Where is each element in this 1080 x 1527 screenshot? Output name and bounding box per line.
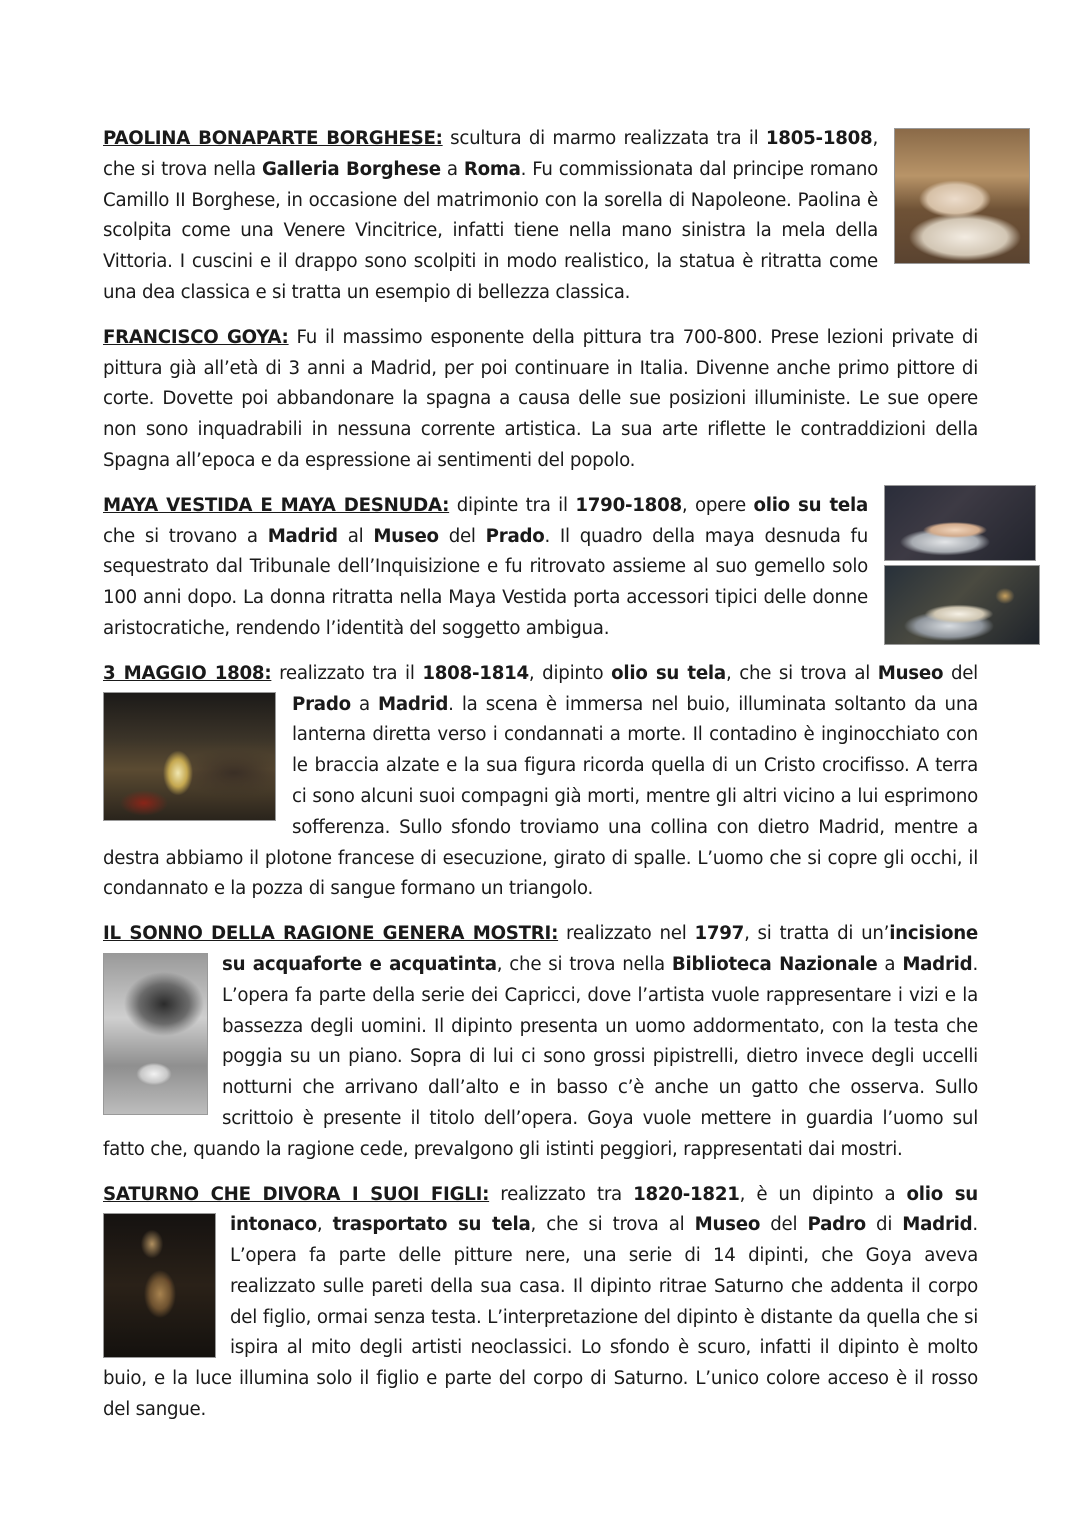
section-text xyxy=(103,323,978,477)
text-run: a xyxy=(440,158,464,180)
text-run: a xyxy=(350,693,379,715)
section-3-maggio xyxy=(103,659,978,905)
text-run: a xyxy=(877,953,903,975)
section-saturno xyxy=(103,1180,978,1426)
bold-term: 1790-1808 xyxy=(575,494,682,516)
document-page xyxy=(103,124,978,1426)
bold-term: Biblioteca Nazionale xyxy=(671,953,878,975)
text-run: Fu il massimo esponente della pittura tra 700-800. Prese lezioni private di pittura già all’età di 3 anni a Madrid, per poi continuare in Italia. Divenne anche primo pittore di corte. Dovette poi abbandonare la spagna a causa delle sue posizioni illuministe. Le sue opere non sono inquadrabili in nessuna corrente artistica. La sua arte riflette le contraddizioni della Spagna all’epoca e da espressione ai sentimenti del popolo. xyxy=(103,326,978,471)
section-text xyxy=(103,659,978,905)
section-title: MAYA VESTIDA E MAYA DESNUDA: xyxy=(103,494,450,516)
text-run: , è un dipinto a xyxy=(739,1183,907,1205)
section-text xyxy=(103,1180,978,1426)
saturno-painting-image xyxy=(103,1213,216,1358)
maya-vestida-image xyxy=(884,565,1040,645)
text-run: , che si trova al xyxy=(530,1214,695,1236)
section-text xyxy=(103,124,978,309)
text-run: realizzato nel xyxy=(558,923,695,945)
text-run: dipinte tra il xyxy=(449,494,576,516)
text-run: . la scena è immersa nel buio, illuminata soltanto da una lanterna diretta verso i condannati a morte. Il contadino è inginocchiato con le braccia alzate e la sua figura ricorda quella di un Cristo crocifisso. A terra ci sono alcuni suoi compagni già morti, mentre gli altri vicino a lui esprimono sofferenza. Sullo sfondo troviamo una collina con dietro Madrid, mentre a destra abbiamo il plotone francese di esecuzione, girato di spalle. L’uomo che si copre gli occhi, il condannato e la pozza di sangue formano un triangolo. xyxy=(103,693,978,900)
text-run: del xyxy=(438,525,486,547)
text-run: . Il quadro della maya desnuda fu sequestrato dal Tribunale dell’Inquisizione e fu ritrovato assieme al suo gemello solo 100 anni dopo. La donna ritratta nella Maya Vestida porta accessori tipici delle donne aristocratiche, rendendo l’identità del soggetto ambigua. xyxy=(103,525,868,639)
bold-term: Padro xyxy=(807,1214,866,1236)
bold-term: Galleria Borghese xyxy=(261,158,441,180)
section-maya xyxy=(103,491,978,645)
bold-term: 1808-1814 xyxy=(422,662,529,684)
section-goya xyxy=(103,323,978,477)
text-run: al xyxy=(337,525,374,547)
bold-term: Prado xyxy=(485,525,545,547)
section-title: SATURNO CHE DIVORA I SUOI FIGLI: xyxy=(103,1183,490,1205)
text-run: scultura di marmo realizzata tra il xyxy=(442,128,766,149)
maya-desnuda-image xyxy=(884,485,1036,561)
bold-term: Roma xyxy=(463,158,521,180)
section-title: PAOLINA BONAPARTE BORGHESE: xyxy=(103,128,443,149)
bold-term: su acquaforte e acquatinta xyxy=(222,953,497,975)
bold-term: Museo xyxy=(373,525,439,547)
text-run: . Fu commissionata dal principe romano Camillo II Borghese, in occasione del matrimonio con la sorella di Napoleone. Paolina è scolpita come una Venere Vincitrice, infatti tiene nella mano sinistra la mela della Vittoria. I cuscini e il drappo sono scolpiti in modo realistico, la statua è ritratta come una dea classica e si tratta un esempio di bellezza classica. xyxy=(103,158,878,303)
bold-term: Madrid xyxy=(267,525,338,547)
bold-term: 1805-1808 xyxy=(765,128,873,149)
text-run: , che si trova al xyxy=(725,662,878,684)
bold-term: intonaco xyxy=(230,1214,317,1236)
bold-term: olio su tela xyxy=(611,662,726,684)
bold-term: 1797 xyxy=(694,923,745,945)
text-run: del xyxy=(943,662,978,684)
sonno-engraving-image xyxy=(103,953,208,1115)
section-text xyxy=(103,919,978,1165)
section-title: 3 MAGGIO 1808: xyxy=(103,662,272,684)
text-run: realizzato tra xyxy=(489,1183,634,1205)
bold-term: incisione xyxy=(889,923,978,945)
bold-term: Madrid xyxy=(378,693,449,715)
text-run: , che si trova nella xyxy=(103,128,878,180)
text-run: del xyxy=(760,1214,808,1236)
bold-term: Prado xyxy=(292,693,351,715)
bold-term: trasportato su tela xyxy=(332,1214,531,1236)
section-text xyxy=(103,491,978,645)
text-run: . L’opera fa parte delle pitture nere, una serie di 14 dipinti, che Goya aveva realizzato sulle pareti della sua casa. Il dipinto ritrae Saturno che addenta il corpo del figlio, ormai senza testa. L’interpretazione del dipinto è distante da quella che si ispira al mito degli artisti neoclassici. Lo sfondo è scuro, infatti il dipinto è molto buio, e la luce illumina solo il figlio e parte del corpo di Saturno. L’unico colore acceso è il rosso del sangue. xyxy=(103,1214,978,1421)
text-run: , dipinto xyxy=(528,662,612,684)
bold-term: olio su xyxy=(906,1183,978,1205)
maggio-painting-image xyxy=(103,692,276,821)
text-run: che si trovano a xyxy=(103,525,268,547)
bold-term: Museo xyxy=(694,1214,761,1236)
maya-images xyxy=(884,485,1042,645)
text-run: , si tratta di un’ xyxy=(744,923,890,945)
text-run: , che si trova nella xyxy=(496,953,672,975)
bold-term: Madrid xyxy=(902,953,973,975)
text-run: . L’opera fa parte della serie dei Capricci, dove l’artista vuole rappresentare i vizi e la bassezza degli uomini. Il dipinto presenta un uomo addormentato, con la testa che poggia su un piano. Sopra di lui ci sono grossi pipistrelli, dietro invece degli uccelli notturni che arrivano dall’alto e in basso c’è anche un gatto che osserva. Sullo scrittoio è presente il titolo dell’opera. Goya vuole mettere in guardia l’uomo sul fatto che, quando la ragione cede, prevalgono gli istinti peggiori, rappresentati dai mostri. xyxy=(103,953,978,1160)
section-sonno xyxy=(103,919,978,1165)
bold-term: Madrid xyxy=(902,1214,973,1236)
bold-term: olio su tela xyxy=(753,494,868,516)
bold-term: 1820-1821 xyxy=(633,1183,740,1205)
section-title: FRANCISCO GOYA: xyxy=(103,326,289,348)
text-run: di xyxy=(865,1214,903,1236)
bold-term: Museo xyxy=(877,662,944,684)
section-title: IL SONNO DELLA RAGIONE GENERA MOSTRI: xyxy=(103,923,559,945)
section-paolina xyxy=(103,124,978,309)
text-run: realizzato tra il xyxy=(271,662,423,684)
text-run: , xyxy=(316,1214,333,1236)
paolina-sculpture-image xyxy=(894,128,1030,264)
text-run: , opere xyxy=(681,494,754,516)
